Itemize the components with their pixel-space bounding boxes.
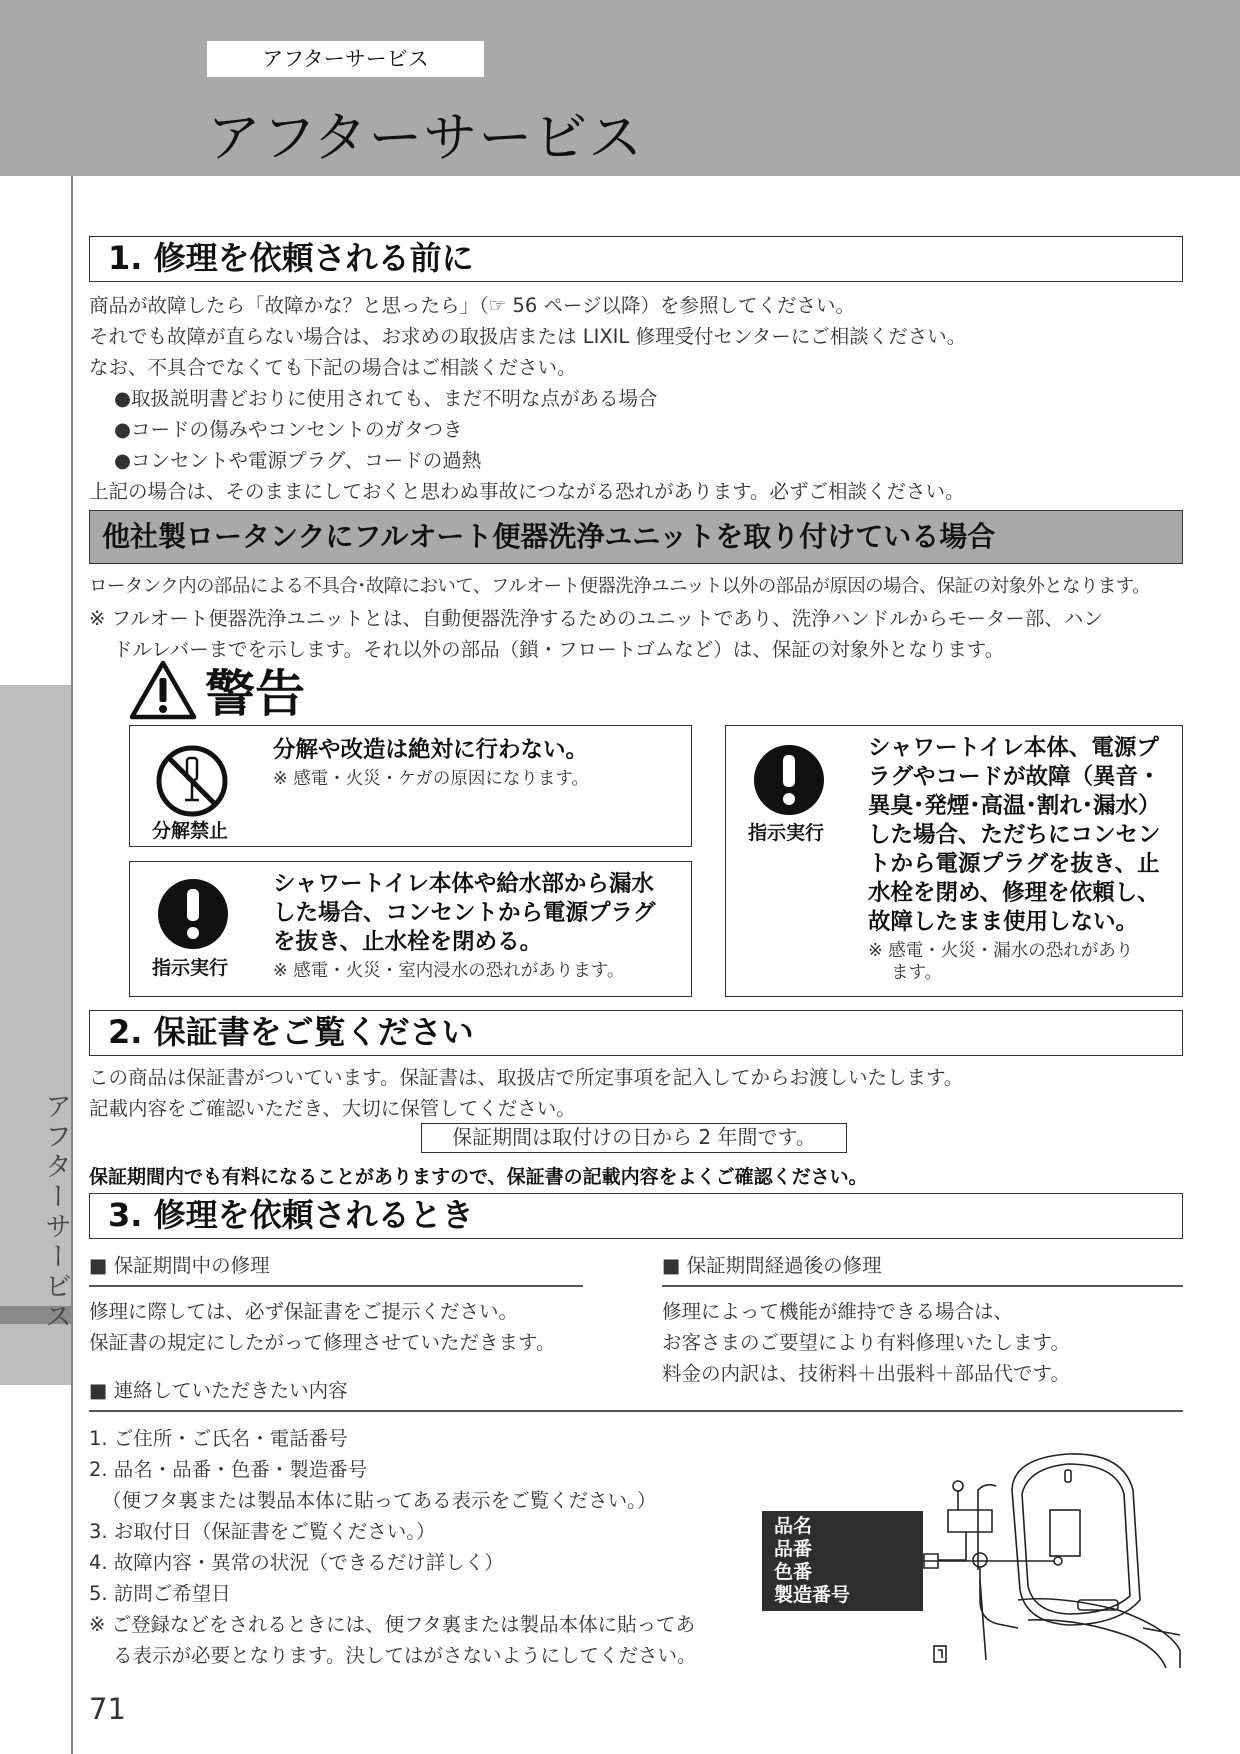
label-item: 品名 — [774, 1515, 813, 1537]
section1-line: それでも故障が直らない場合は、お求めの取扱店または LIXIL 修理受付センターにご相談ください。 — [89, 325, 967, 348]
warning-title-text: 警告 — [205, 665, 305, 723]
section1-bullet: ●コードの傷みやコンセントのガタつき — [114, 418, 463, 441]
divider — [662, 1285, 1183, 1287]
warning-text: シャワートイレ本体や給水部から漏水 — [273, 871, 654, 897]
warning-label: 分解禁止 — [152, 820, 229, 842]
section1-bullet: ●コンセントや電源プラグ、コードの過熱 — [114, 449, 482, 472]
page-title: アフターサービス — [207, 106, 644, 169]
page-header — [0, 0, 1240, 176]
contact-item: 3. お取付日（保証書をご覧ください。） — [89, 1520, 436, 1543]
warning-note: ※ 感電・火災・室内浸水の恐れがあります。 — [273, 961, 625, 981]
warning-label: 指示実行 — [748, 822, 825, 844]
warning-text: 異臭･発煙･高温･割れ･漏水） — [868, 793, 1161, 819]
contact-item: 2. 品名・品番・色番・製造番号 — [89, 1458, 368, 1481]
page-number: 71 — [89, 1692, 126, 1726]
section1-heading: 1. 修理を依頼される前に — [89, 236, 1183, 282]
contact-item: 1. ご住所・ご氏名・電話番号 — [89, 1427, 348, 1450]
label-item: 色番 — [774, 1561, 813, 1583]
left-margin-rule — [71, 176, 73, 1754]
subsection-note: ドルレバーまでを示します。それ以外の部品（鎖・フロートゴムなど）は、保証の対象外となります。 — [113, 638, 1005, 661]
contact-item: 4. 故障内容・異常の状況（できるだけ詳しく） — [89, 1551, 504, 1574]
in-warranty-line: 修理に際しては、必ず保証書をご提示ください。 — [89, 1300, 519, 1323]
section1-line: 商品が故障したら「故障かな？と思ったら」（☞ 56 ページ以降）を参照してください。 — [89, 294, 856, 317]
warning-text: 分解や改造は絶対に行わない。 — [273, 737, 589, 763]
section1-bullet: ●取扱説明書どおりに使用されても、まだ不明な点がある場合 — [114, 387, 658, 410]
warranty-period-box: 保証期間は取付けの日から 2 年間です。 — [421, 1123, 847, 1153]
after-warranty-line: 料金の内訳は、技術料＋出張料＋部品代です。 — [662, 1362, 1070, 1385]
subsection-heading: 他社製ロータンクにフルオート便器洗浄ユニットを取り付けている場合 — [89, 510, 1183, 564]
warning-box-failure — [725, 725, 1183, 997]
warning-text: ラグやコードが故障（異音・ — [868, 764, 1161, 790]
in-warranty-line: 保証書の規定にしたがって修理させていただきます。 — [89, 1331, 556, 1354]
warning-text: した場合、ただちにコンセン — [868, 822, 1161, 848]
section2-bold-note: 保証期間内でも有料になることがありますので、保証書の記載内容をよくご確認ください。 — [89, 1166, 868, 1188]
label-item: 品番 — [774, 1538, 813, 1560]
header-tab-label: アフターサービス — [207, 41, 484, 77]
section3-heading: 3. 修理を依頼されるとき — [89, 1193, 1183, 1239]
subsection-line: ロータンク内の部品による不具合･故障において、フルオート便器洗浄ユニット以外の部品が原因の場合、保証の対象外となります。 — [89, 576, 1151, 597]
in-warranty-heading: ■ 保証期間中の修理 — [89, 1254, 270, 1277]
instruction-mandatory-icon — [156, 877, 230, 951]
section1-line: なお、不具合でなくても下記の場合はご相談ください。 — [89, 356, 577, 379]
warning-text: 水栓を閉め、修理を依頼し、 — [868, 880, 1160, 906]
warning-text: した場合、コンセントから電源プラグ — [273, 900, 656, 926]
contact-item: 5. 訪問ご希望日 — [89, 1582, 231, 1605]
side-index-label: アフターサービス — [40, 1092, 71, 1332]
warning-box-disassembly — [129, 725, 692, 847]
section1-closing: 上記の場合は、そのままにしておくと思わぬ事故につながる恐れがあります。必ずご相談ください。 — [89, 480, 965, 503]
warning-text: 故障したまま使用しない。 — [868, 909, 1139, 935]
disassembly-prohibited-icon — [155, 744, 229, 818]
warning-triangle-icon — [129, 660, 197, 720]
warning-label: 指示実行 — [152, 957, 229, 979]
warning-title — [129, 659, 305, 721]
section2-line: 記載内容をご確認いただき、大切に保管してください。 — [89, 1097, 576, 1120]
warning-text: トから電源プラグを抜き、止 — [868, 851, 1160, 877]
warning-text: シャワートイレ本体、電源プ — [868, 735, 1159, 761]
subsection-note: ※ フルオート便器洗浄ユニットとは、自動便器洗浄するためのユニットであり、洗浄ハンドルからモーター部、ハン — [89, 607, 1103, 630]
after-warranty-heading: ■ 保証期間経過後の修理 — [662, 1254, 882, 1277]
divider — [89, 1285, 583, 1287]
warning-box-leak — [129, 861, 692, 997]
warning-text: を抜き、止水栓を閉める。 — [273, 929, 543, 955]
product-label-callout — [762, 1511, 923, 1611]
warning-note: ※ 感電・火災・ケガの原因になります。 — [273, 769, 589, 789]
contact-note: る表示が必要となります。決してはがさないようにしてください。 — [113, 1644, 697, 1667]
divider — [89, 1410, 1183, 1412]
contact-heading: ■ 連絡していただきたい内容 — [89, 1379, 348, 1402]
warning-note: ます。 — [891, 963, 943, 983]
label-item: 製造番号 — [774, 1584, 851, 1606]
after-warranty-line: 修理によって機能が維持できる場合は、 — [662, 1300, 1014, 1323]
after-warranty-line: お客さまのご要望により有料修理いたします。 — [662, 1331, 1070, 1354]
toilet-illustration — [918, 1450, 1183, 1668]
warning-note: ※ 感電・火災・漏水の恐れがあり — [868, 941, 1134, 961]
contact-note: ※ ご登録などをされるときには、便フタ裏または製品本体に貼ってあ — [89, 1613, 696, 1636]
section2-line: この商品は保証書がついています。保証書は、取扱店で所定事項を記入してからお渡しいたします。 — [89, 1066, 964, 1089]
contact-item: （便フタ裏または製品本体に貼ってある表示をご覧ください。） — [102, 1489, 657, 1512]
instruction-mandatory-icon — [752, 743, 826, 817]
section2-heading: 2. 保証書をご覧ください — [89, 1010, 1183, 1056]
